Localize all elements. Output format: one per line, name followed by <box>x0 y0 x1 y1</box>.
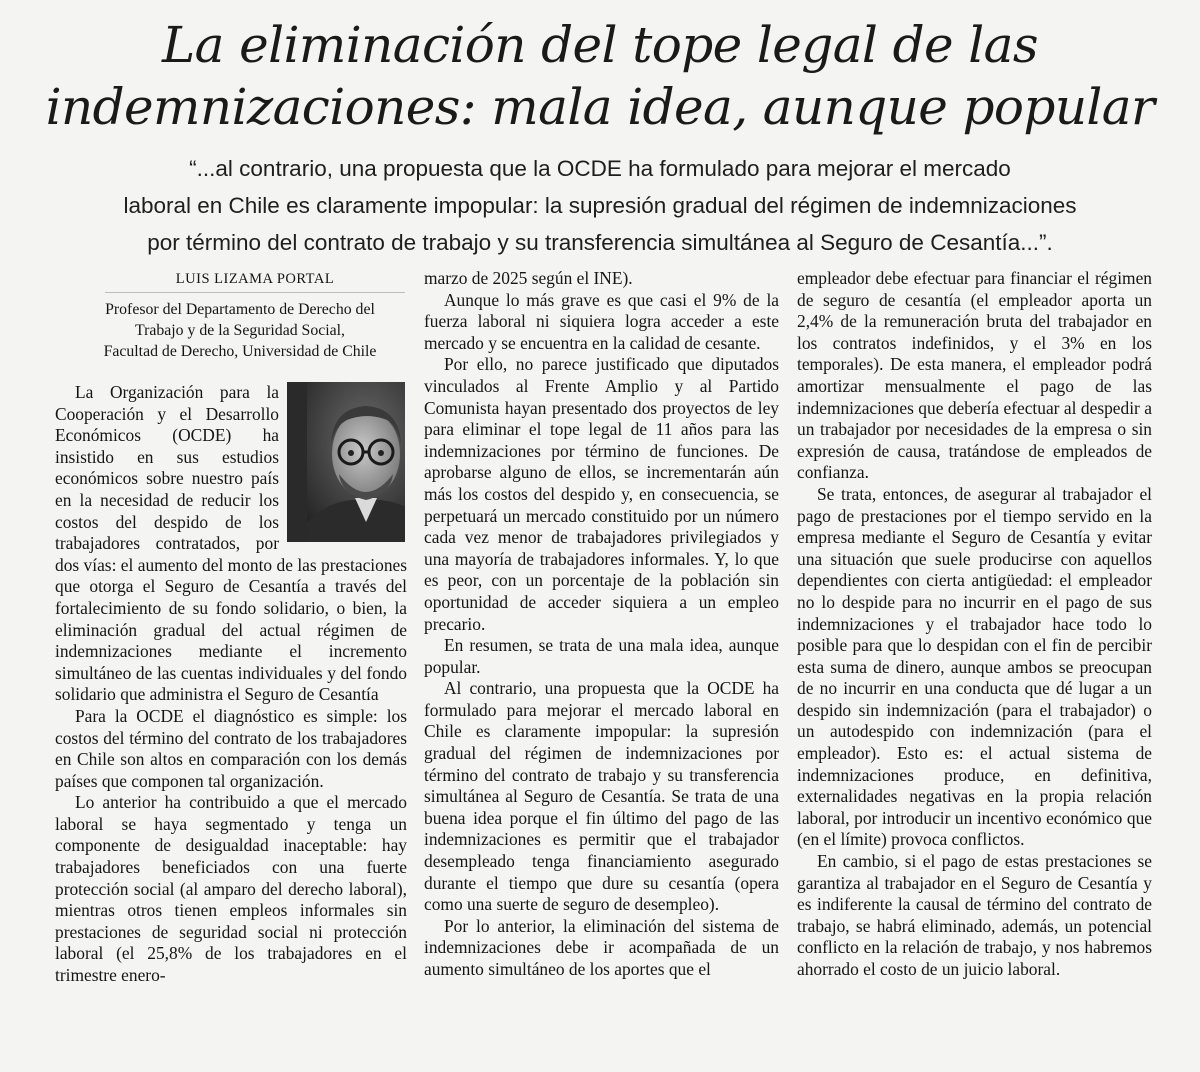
affiliation-line-1: Profesor del Departamento de Derecho del <box>105 301 375 318</box>
body-paragraph: En resumen, se trata de una mala idea, aunque popular. <box>424 635 779 677</box>
paragraph-text: La Organización para la Cooperación y el Desarrollo Económicos (OCDE) ha insistido en sus estudios económicos sobre nuestro país en la necesidad de reducir los costos del despido de los trabajadores contratados, por dos vías: el aumento del monto de las prestaciones que otorga el Seguro de Cesantía a través del fortalecimiento de su fondo solidario, o bien, la eliminación gradual del actual régimen de indemnizaciones mediante el incremento simultáneo de las cuentas individuales y del fondo solidario que administra el Seguro de Cesantía <box>55 382 407 705</box>
column-3 <box>797 268 1152 1068</box>
affiliation-line-2: Trabajo y de la Seguridad Social, <box>134 322 345 339</box>
body-paragraph: En cambio, si el pago de estas prestaciones se garantiza al trabajador en el Seguro de Cesantía y es indiferente la causal de término del contrato de trabajo, se habrá eliminado, además, un potencial conflicto en la relación de trabajo, y nos habremos ahorrado el costo de un juicio laboral. <box>797 851 1152 979</box>
column-2 <box>424 268 779 1068</box>
affiliation-line-3: Facultad de Derecho, Universidad de Chile <box>103 343 377 360</box>
body-paragraph-continued: marzo de 2025 según el INE). <box>424 268 633 288</box>
author-name: LUIS LIZAMA PORTAL <box>105 268 405 293</box>
body-paragraph: Por lo anterior, la eliminación del sistema de indemnizaciones debe ir acompañada de un aumento simultáneo de los aportes que el <box>424 915 779 979</box>
body-paragraph-continued: empleador debe efectuar para financiar el régimen de seguro de cesantía (el empleador aporta un 2,4% de la remuneración bruta del trabajador en los contratos indefinidos, y el 3% en los temporales). De esta manera, el empleador podrá amortizar mensualmente el pago de las indemnizaciones que debería efectuar al despedir a un trabajador por necesidades de la empresa o sin expresión de causa, tratándose de empleados de confianza. <box>797 268 1152 483</box>
author-affiliation <box>75 299 405 362</box>
pull-quote-line-2: laboral en Chile es claramente impopular: la supresión gradual del régimen de indemnizaciones <box>123 193 1077 218</box>
pull-quote-line-3: por término del contrato de trabajo y su transferencia simultánea al Seguro de Cesantía...”. <box>147 230 1053 255</box>
column-1 <box>55 268 407 1068</box>
headline-line-2: indemnizaciones: mala idea, aunque popular <box>45 78 1155 136</box>
pull-quote-line-1: “...al contrario, una propuesta que la OCDE ha formulado para mejorar el mercado <box>189 156 1011 181</box>
author-portrait-image <box>307 382 405 542</box>
body-paragraph: Lo anterior ha contribuido a que el mercado laboral se haya segmentado y tenga un componente de desigualdad inaceptable: hay trabajadores beneficiados con una fuerte protección social (al amparo del derecho laboral), mientras otros tienen empleos informales sin prestaciones de seguridad social ni protección laboral (el 25,8% de los trabajadores en el trimestre enero- <box>55 792 407 986</box>
headline <box>20 14 1180 138</box>
body-paragraph: Por ello, no parece justificado que diputados vinculados al Frente Amplio y al Partido Comunista hayan presentado dos proyectos de ley para eliminar el tope legal de 11 años para las indemnizaciones por término de funciones. De aprobarse alguno de ellos, se incrementarán aún más los costos del despido y, en consecuencia, se perpetuará un mercado constituido por un número cada vez menor de trabajadores privilegiados y una mayoría de trabajadores informales. Y, lo que es peor, con un porcentaje de la población sin oportunidad de acceder siquiera a un empleo precario. <box>424 354 779 634</box>
body-paragraph: Para la OCDE el diagnóstico es simple: los costos del término del contrato de los trabajadores en Chile son altos en comparación con los demás países que componen tal organización. <box>55 705 407 791</box>
body-paragraph: Aunque lo más grave es que casi el 9% de la fuerza laboral ni siquiera logra acceder a este mercado y se encuentra en la calidad de cesante. <box>424 289 779 353</box>
pull-quote <box>60 150 1140 261</box>
author-photo <box>287 382 405 542</box>
body-paragraph: Se trata, entonces, de asegurar al trabajador el pago de prestaciones por el tiempo servido en la empresa mediante el Seguro de Cesantía y evitar una situación que suele producirse con aquellos dependientes con cierta antigüedad: el empleador no lo despide para no incurrir en el pago de sus indemnizaciones y el trabajador hace todo lo posible para que lo despidan con el fin de percibir esta suma de dinero, aunque ambos se preocupan de no incurrir en una conducta que dé lugar a un despido sin indemnización (para el trabajador) o un autodespido con indemnización (para el empleador). Esto es: el actual sistema de indemnizaciones produce, en definitiva, externalidades negativas en la propia relación laboral, por introducir un incentivo económico que (en el límite) provoca conflictos. <box>797 483 1152 850</box>
body-paragraph: Al contrario, una propuesta que la OCDE ha formulado para mejorar el mercado laboral en Chile es claramente impopular: la supresión gradual del régimen de indemnizaciones por término del contrato de trabajo y su transferencia simultánea al Seguro de Cesantía. Se trata de una buena idea porque el fin último del pago de las indemnizaciones es permitir que el trabajador desempleado tenga financiamiento asegurado durante el tiempo que dure su cesantía (opera como una suerte de seguro de desempleo). <box>424 678 779 915</box>
body-paragraph <box>55 382 407 706</box>
headline-line-1: La eliminación del tope legal de las <box>162 16 1038 74</box>
